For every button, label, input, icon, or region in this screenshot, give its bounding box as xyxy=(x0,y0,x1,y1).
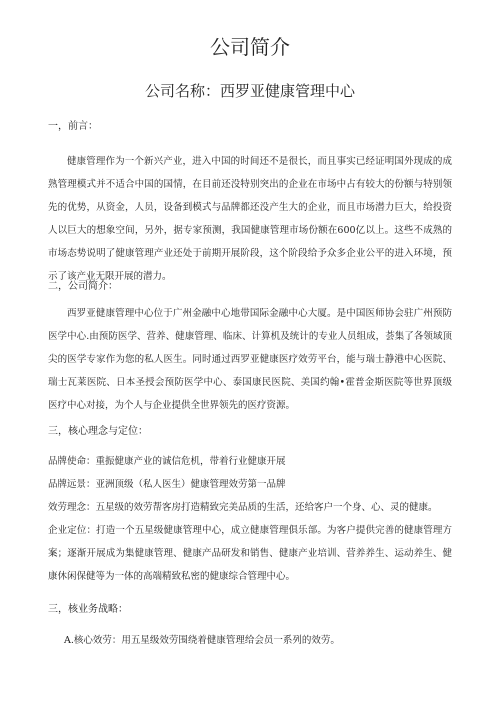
page-title: 公司简介 xyxy=(210,35,290,59)
section-paragraph-preface: 健康管理作为一个新兴产业，进入中国的时间还不是很长，而且事实已经证明国外现成的成熟管理模式并不适合中国的国情，在目前还没特别突出的企业在市场中占有较大的份额与特别领先的优势，从资金，人员，设备到模式与品牌都还没产生大的企业，而且市场潜力巨大，给投资人以巨大的想象空间，另外，据专家预测，我国健康管理市场份额在600亿以上。这些不成熟的市场态势说明了健康管理产业还处于前期开展阶段，这个阶段给予众多企业公平的进入环境，预示了该产业无限开展的潜力。 xyxy=(48,156,452,282)
service-concept-line: 效劳理念：五星级的效劳帮客房打造精致完美品质的生活，还给客户一个身、心、灵的健康。 xyxy=(48,502,438,513)
section-heading-company-intro: 二，公司简介： xyxy=(48,281,118,292)
brand-mission-line: 品牌使命：重振健康产业的诚信危机，带着行业健康开展 xyxy=(48,456,286,467)
brand-vision-line: 品牌远景：亚洲顶级（私人医生）健康管理效劳第一品牌 xyxy=(48,479,286,490)
section-heading-core-concept: 三，核心理念与定位： xyxy=(48,426,148,437)
section-heading-preface: 一，前言： xyxy=(48,121,98,132)
enterprise-positioning-paragraph: 企业定位：打造一个五星级健康管理中心，成立健康管理俱乐部。为客户提供完善的健康管理方案；逐渐开展成为集健康管理、健康产品研发和销售、健康产业培训、营养养生、运动养生、健康休闲保健等为一体的高端精致私密的健康综合管理中心。 xyxy=(48,525,452,582)
section-heading-business-strategy: 三，核业务战略： xyxy=(48,604,128,615)
core-service-line: A.核心效劳：用五星级效劳围绕着健康管理给会员一系列的效劳。 xyxy=(64,635,340,646)
company-name: 公司名称：西罗亚健康管理中心 xyxy=(144,82,355,100)
section-paragraph-company-intro: 西罗亚健康管理中心位于广州金融中心地带国际金融中心大厦。是中国医师协会驻广州预防医学中心.由预防医学、营养、健康管理、临床、计算机及统计的专业人员组成，荟集了各领域顶尖的医学专家作为您的私人医生。同时通过西罗亚健康医疗效劳平台，能与瑞士静港中心医院、瑞士瓦莱医院、日本圣授会预防医学中心、泰国康民医院、美国约翰•霍普金斯医院等世界顶级医疗中心对接，为个人与企业提供全世界领先的医疗资源。 xyxy=(48,308,452,411)
